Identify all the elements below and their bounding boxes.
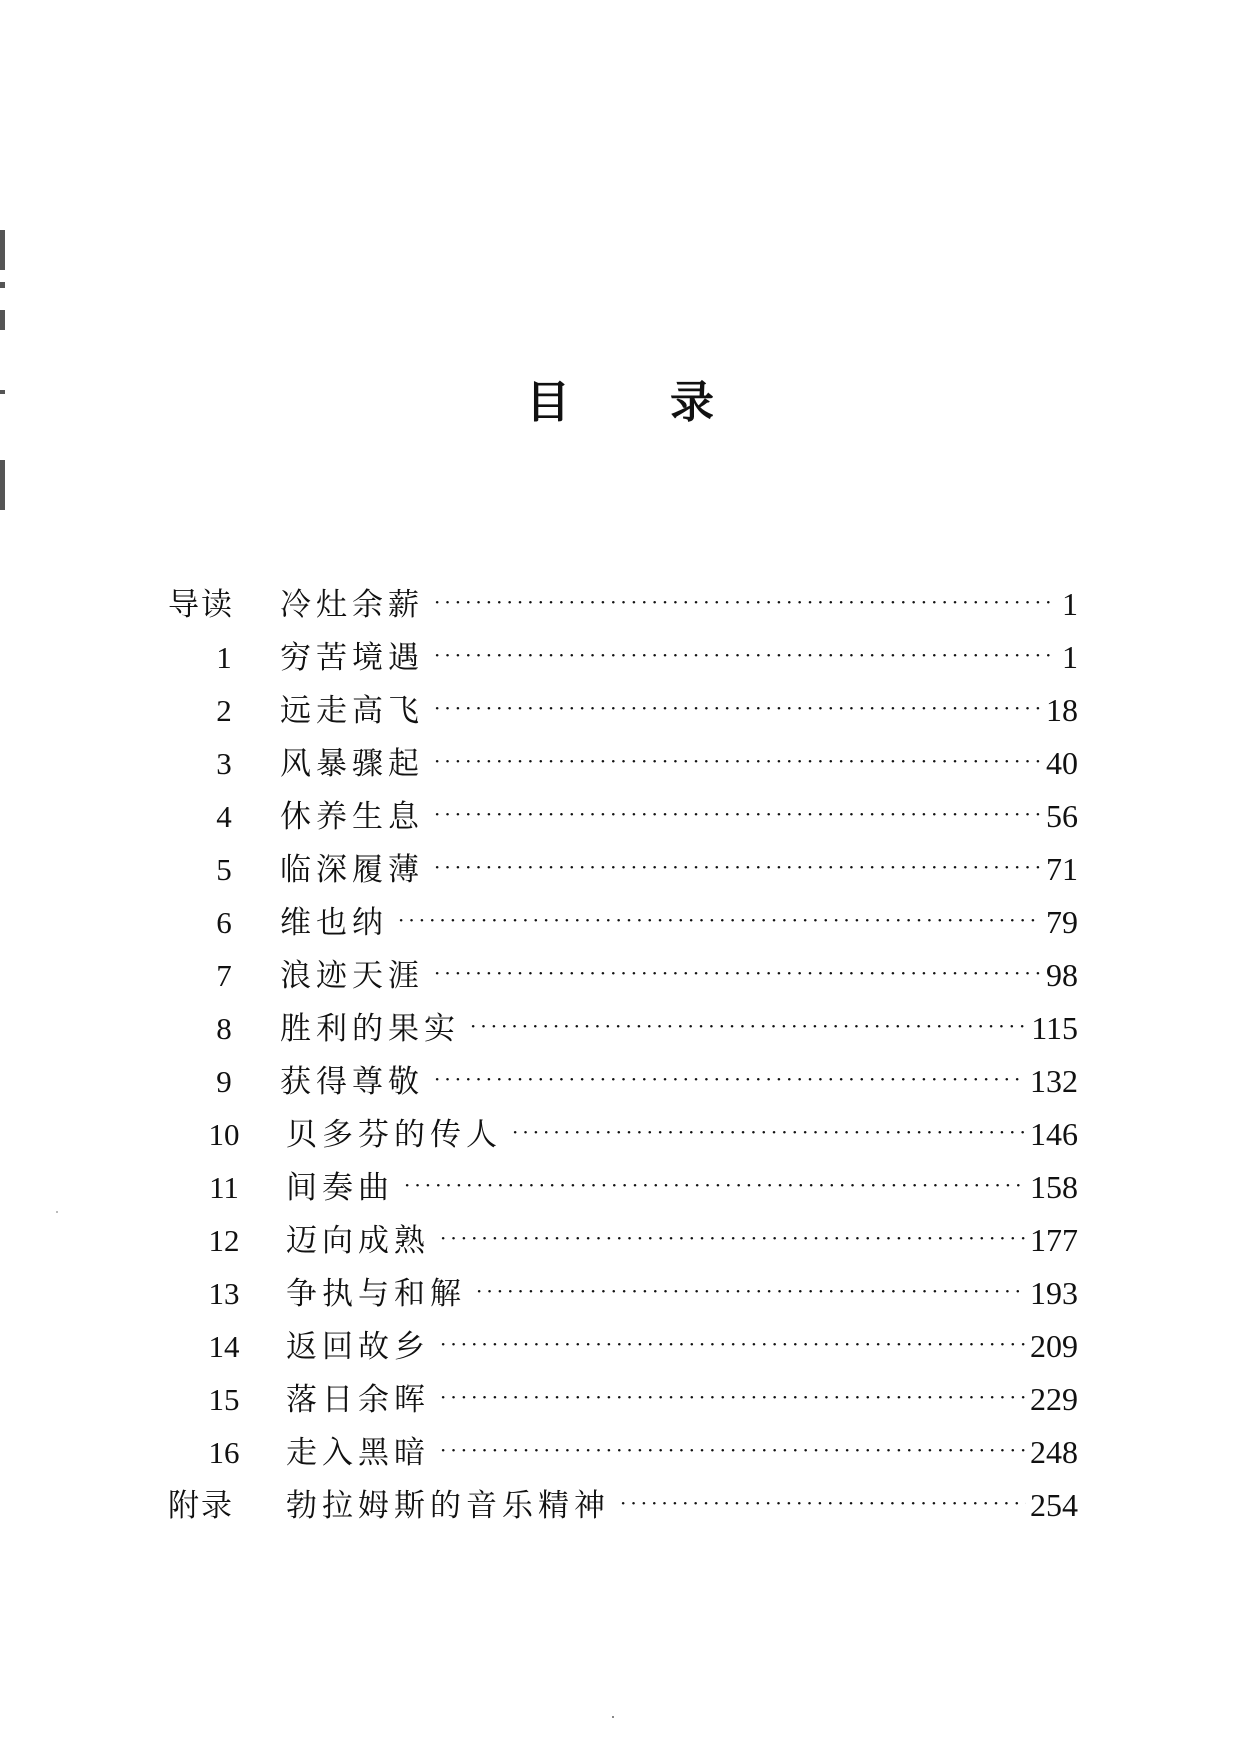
toc-entry-2[interactable] xyxy=(168,684,1078,737)
toc-entry-15[interactable] xyxy=(168,1373,1078,1426)
dot-leader xyxy=(440,1371,1026,1424)
toc-label: 16 xyxy=(208,1435,240,1470)
toc-page-number: 1 xyxy=(1062,586,1078,622)
title-char-1: 目 xyxy=(526,377,570,428)
toc-title: 休养生息 xyxy=(280,799,424,835)
scan-speck xyxy=(56,1211,58,1213)
toc-entry-9[interactable] xyxy=(168,1055,1078,1108)
toc-page-number: 79 xyxy=(1046,904,1078,940)
toc-label: 12 xyxy=(208,1223,240,1258)
toc-label: 10 xyxy=(208,1117,240,1152)
page-title xyxy=(0,366,1240,430)
dot-leader xyxy=(434,576,1054,629)
toc-title: 浪迹天涯 xyxy=(280,958,424,994)
toc-label: 5 xyxy=(216,852,232,887)
toc-label: 8 xyxy=(216,1011,232,1046)
toc-label: 附录 xyxy=(168,1488,234,1523)
toc-label: 6 xyxy=(216,905,232,940)
dot-leader xyxy=(404,1159,1026,1212)
toc-label: 9 xyxy=(216,1064,232,1099)
toc-entry-1[interactable] xyxy=(168,631,1078,684)
dot-leader xyxy=(434,841,1042,894)
toc-label: 2 xyxy=(216,693,232,728)
toc-title: 临深履薄 xyxy=(280,852,424,888)
toc-entry-10[interactable] xyxy=(168,1108,1078,1161)
toc-page-number: 177 xyxy=(1030,1222,1078,1258)
toc-title: 获得尊敬 xyxy=(280,1064,424,1100)
toc-label: 11 xyxy=(209,1170,239,1205)
toc-title: 冷灶余薪 xyxy=(280,587,424,623)
toc-page-number: 146 xyxy=(1030,1116,1078,1152)
toc-entry-appendix[interactable] xyxy=(168,1479,1078,1532)
toc-entry-12[interactable] xyxy=(168,1214,1078,1267)
toc-title: 勃拉姆斯的音乐精神 xyxy=(286,1488,610,1524)
dot-leader xyxy=(434,735,1042,788)
toc-title: 胜利的果实 xyxy=(280,1011,460,1047)
toc-label: 导读 xyxy=(168,587,234,622)
toc-title: 维也纳 xyxy=(280,905,388,941)
dot-leader xyxy=(434,1053,1026,1106)
toc-title: 风暴骤起 xyxy=(280,746,424,782)
toc-page-number: 56 xyxy=(1046,798,1078,834)
dot-leader xyxy=(434,788,1042,841)
toc-entry-16[interactable] xyxy=(168,1426,1078,1479)
toc-page-number: 1 xyxy=(1062,639,1078,675)
toc-title: 穷苦境遇 xyxy=(280,640,424,676)
toc-title: 落日余晖 xyxy=(286,1382,430,1418)
toc-entry-4[interactable] xyxy=(168,790,1078,843)
toc-page-number: 132 xyxy=(1030,1063,1078,1099)
toc-page-number: 193 xyxy=(1030,1275,1078,1311)
toc-page-number: 254 xyxy=(1030,1487,1078,1523)
toc-entry-5[interactable] xyxy=(168,843,1078,896)
dot-leader xyxy=(434,682,1042,735)
toc-label: 7 xyxy=(216,958,232,993)
toc-entry-14[interactable] xyxy=(168,1320,1078,1373)
toc-entry-intro[interactable] xyxy=(168,578,1078,631)
dot-leader xyxy=(434,629,1054,682)
toc-title: 争执与和解 xyxy=(286,1276,466,1312)
toc-label: 14 xyxy=(208,1329,240,1364)
toc-label: 4 xyxy=(216,799,232,834)
toc-page-number: 115 xyxy=(1031,1010,1078,1046)
toc-label: 15 xyxy=(208,1382,240,1417)
dot-leader xyxy=(476,1265,1026,1318)
toc-page-number: 98 xyxy=(1046,957,1078,993)
dot-leader xyxy=(398,894,1042,947)
toc-title: 远走高飞 xyxy=(280,693,424,729)
dot-leader xyxy=(434,947,1042,1000)
toc-page-number: 248 xyxy=(1030,1434,1078,1470)
toc-label: 13 xyxy=(208,1276,240,1311)
toc-page-number: 18 xyxy=(1046,692,1078,728)
toc-entry-6[interactable] xyxy=(168,896,1078,949)
title-char-2: 录 xyxy=(670,377,714,428)
toc-entry-7[interactable] xyxy=(168,949,1078,1002)
toc-entry-13[interactable] xyxy=(168,1267,1078,1320)
toc-page-number: 209 xyxy=(1030,1328,1078,1364)
toc-entry-8[interactable] xyxy=(168,1002,1078,1055)
table-of-contents xyxy=(168,578,1078,1532)
toc-label: 3 xyxy=(216,746,232,781)
dot-leader xyxy=(440,1424,1026,1477)
dot-leader xyxy=(620,1477,1026,1530)
scan-speck xyxy=(612,1716,614,1718)
toc-label: 1 xyxy=(216,640,232,675)
dot-leader xyxy=(512,1106,1026,1159)
toc-entry-11[interactable] xyxy=(168,1161,1078,1214)
toc-page-number: 40 xyxy=(1046,745,1078,781)
toc-title: 间奏曲 xyxy=(286,1170,394,1206)
toc-page-number: 71 xyxy=(1046,851,1078,887)
toc-title: 走入黑暗 xyxy=(286,1435,430,1471)
dot-leader xyxy=(470,1000,1027,1053)
dot-leader xyxy=(440,1212,1026,1265)
toc-title: 返回故乡 xyxy=(286,1329,430,1365)
dot-leader xyxy=(440,1318,1026,1371)
toc-title: 迈向成熟 xyxy=(286,1223,430,1259)
toc-page-number: 229 xyxy=(1030,1381,1078,1417)
toc-page-number: 158 xyxy=(1030,1169,1078,1205)
toc-entry-3[interactable] xyxy=(168,737,1078,790)
toc-title: 贝多芬的传人 xyxy=(286,1117,502,1153)
